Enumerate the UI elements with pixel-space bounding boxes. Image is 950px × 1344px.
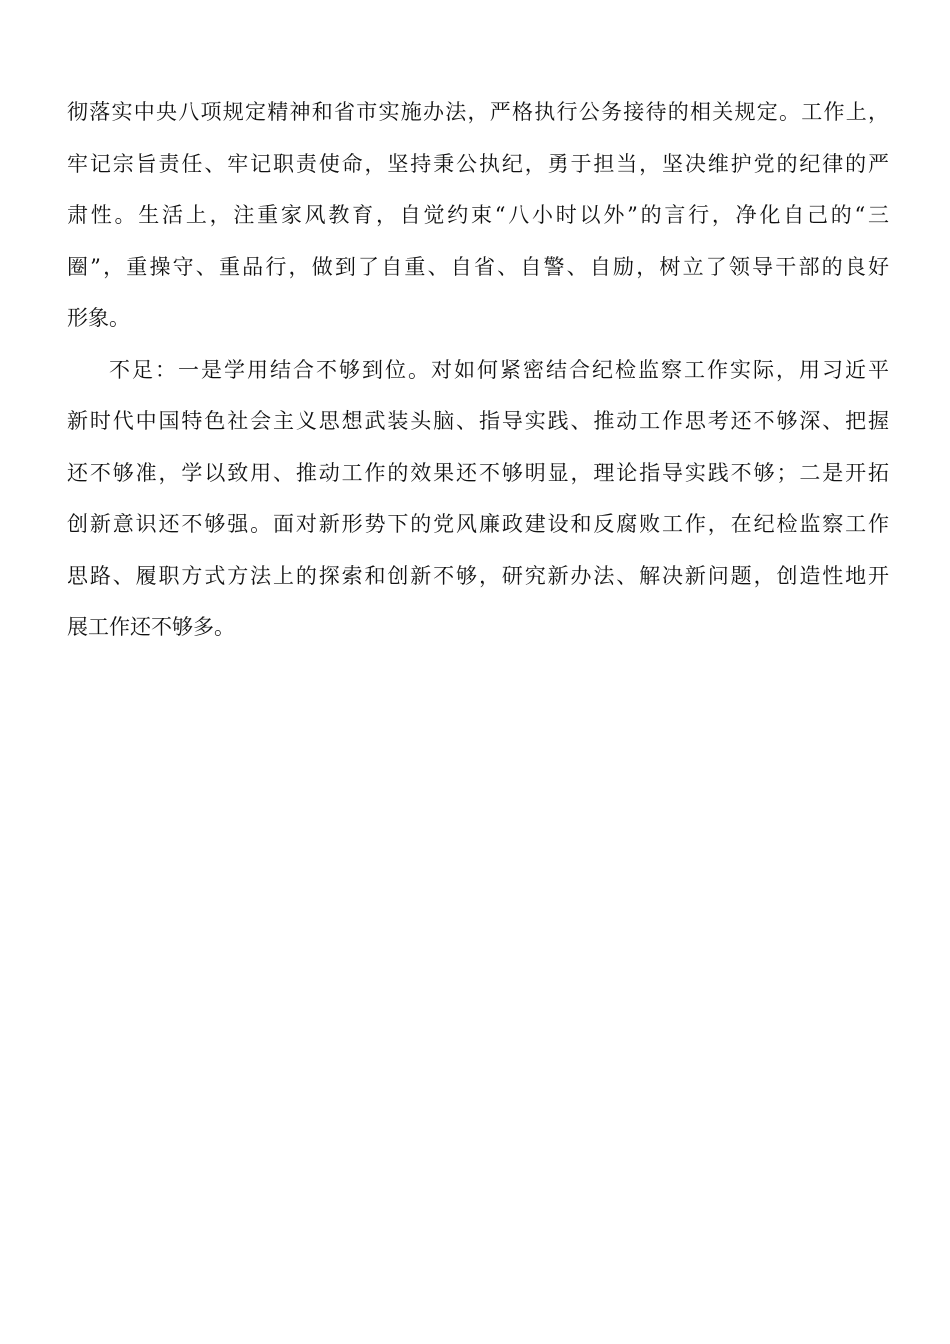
- paragraph-line: 创新意识还不够强。面对新形势下的党风廉政建设和反腐败工作，在纪检监察工作: [67, 512, 889, 536]
- document-body: [67, 92, 889, 659]
- paragraph-line: 新时代中国特色社会主义思想武装头脑、指导实践、推动工作思考还不够深、把握: [67, 409, 889, 433]
- paragraph-1: [67, 92, 889, 350]
- paragraph-line: 不足：一是学用结合不够到位。对如何紧密结合纪检监察工作实际，用习近平: [109, 357, 889, 382]
- paragraph-line: 牢记宗旨责任、牢记职责使命，坚持秉公执纪，勇于担当，坚决维护党的纪律的严: [67, 151, 889, 176]
- paragraph-line: 肃性。生活上，注重家风教育，自觉约束“八小时以外”的言行，净化自己的“三: [67, 203, 889, 227]
- paragraph-line: 思路、履职方式方法上的探索和创新不够，研究新办法、解决新问题，创造性地开: [67, 563, 889, 588]
- paragraph-line: 还不够准，学以致用、推动工作的效果还不够明显，理论指导实践不够；二是开拓: [67, 460, 889, 485]
- paragraph-2: [67, 350, 889, 659]
- paragraph-line: 展工作还不够多。: [67, 615, 235, 639]
- paragraph-line: 圈”，重操守、重品行，做到了自重、自省、自警、自励，树立了领导干部的良好: [67, 254, 889, 279]
- paragraph-line: 形象。: [67, 306, 130, 330]
- paragraph-line: 彻落实中央八项规定精神和省市实施办法，严格执行公务接待的相关规定。工作上，: [67, 100, 889, 124]
